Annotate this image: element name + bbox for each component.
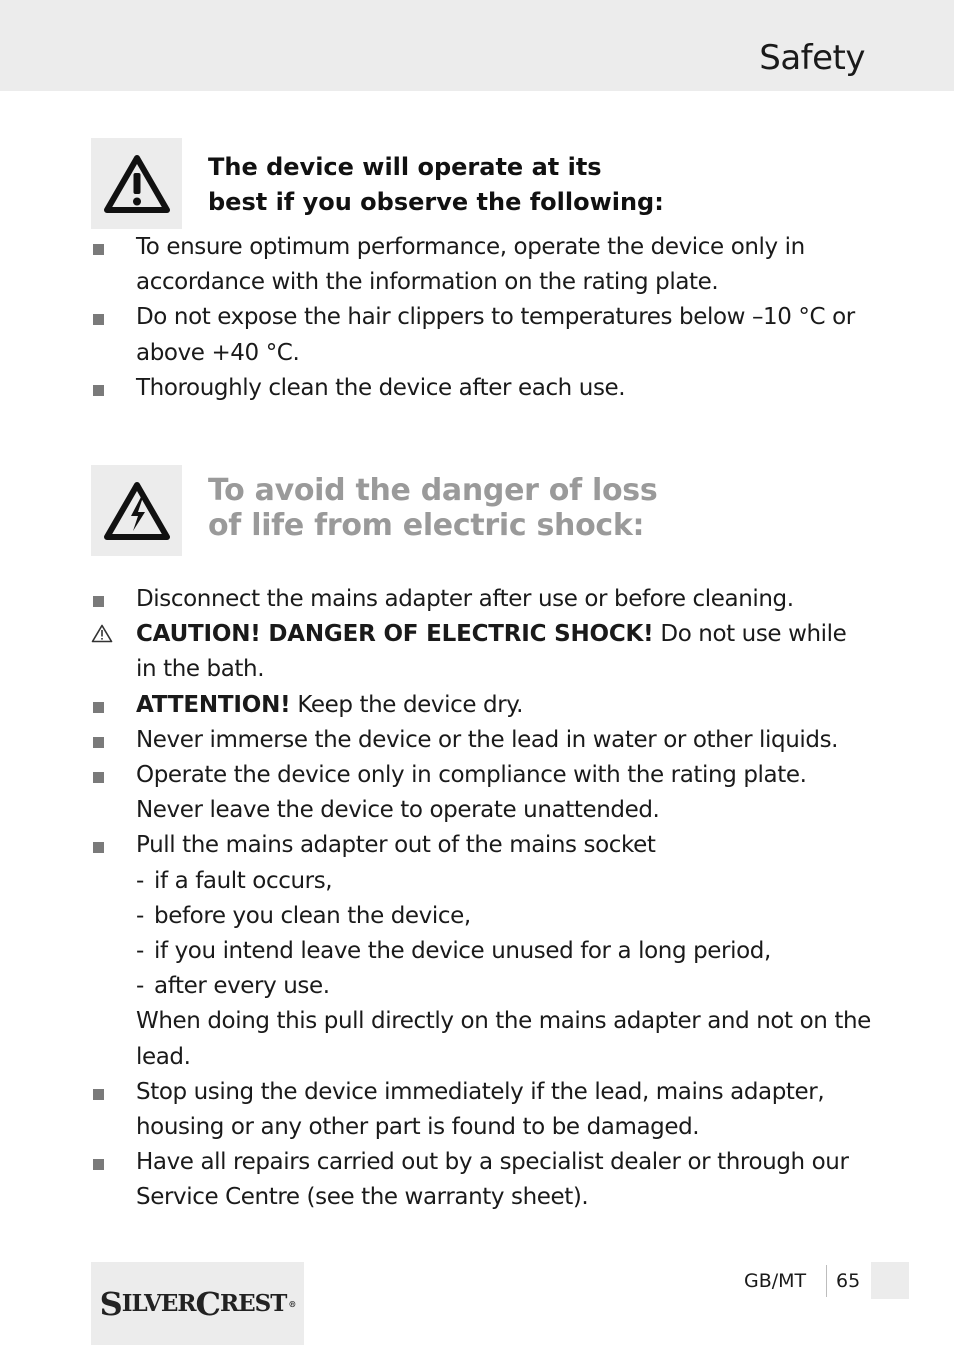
list-item-text: Keep the device dry. [290,691,524,718]
list-item-text: Disconnect the mains adapter after use or before cleaning. [136,586,794,612]
footer-tab-marker [871,1262,909,1299]
shock-icon-box [91,465,182,556]
square-bullet-icon [93,737,104,748]
sub-item-text: if a fault occurs, [154,867,333,894]
logo-letters: ILVER [121,1290,196,1317]
dash-mark: - [136,867,144,894]
sub-item-text: if you intend leave the device unused for a long period, [154,938,771,965]
list-item [91,828,871,1074]
logo-letter: S [99,1284,122,1323]
electric-shock-warning-icon [102,480,172,542]
sub-item-text: before you clean the device, [154,902,471,929]
footer-divider [826,1265,827,1297]
list-item-text: Stop using the device immediately if the lead, mains adapter, housing or any other part is found to be damaged. [136,1078,825,1141]
list-item-text: Do not use while in the bath. [136,621,847,683]
list-item [91,1145,871,1215]
small-warning-triangle-icon [91,624,113,643]
section1-heading [208,150,664,220]
sub-item [136,934,871,969]
square-bullet-icon [93,772,104,783]
sub-item [136,899,871,934]
square-bullet-icon [93,702,104,713]
section2-heading-line2: of life from electric shock: [208,508,645,543]
section1-heading-line1: The device will operate at its [208,153,602,181]
brand-logo [91,1262,304,1345]
attention-label: ATTENTION! [136,691,291,718]
list-item [91,758,871,828]
page-title: Safety [759,38,865,78]
section2-heading-line1: To avoid the danger of loss [208,473,658,508]
square-bullet-icon [93,596,104,607]
warning-icon-box [91,138,182,229]
list-item-text: Do not expose the hair clippers to temperatures below –10 °C or above +40 °C. [136,304,855,366]
list-item-text: Operate the device only in compliance with the rating plate. Never leave the device to operate unattended. [136,762,807,824]
page-number: 65 [836,1270,861,1292]
warning-triangle-icon [102,153,172,215]
language-code: GB/MT [744,1270,807,1292]
logo-letters: REST [219,1290,287,1317]
list-item-text: When doing this pull directly on the mains adapter and not on the lead. [136,1008,871,1070]
dash-mark: - [136,938,144,965]
section1-heading-line2: best if you observe the following: [208,188,664,216]
square-bullet-icon [93,385,104,396]
dash-mark: - [136,973,144,1000]
sub-item [136,864,871,899]
square-bullet-icon [93,1159,104,1170]
list-item-text: Pull the mains adapter out of the mains socket [136,832,656,859]
list-item [91,1075,871,1145]
section2-heading [208,473,657,543]
section1-list [91,230,871,406]
registered-mark: ® [288,1298,296,1309]
logo-letter: C [195,1284,220,1323]
list-item [91,371,871,406]
sub-item [136,969,871,1004]
list-item [91,688,871,723]
list-item [91,300,871,370]
list-item-text: Have all repairs carried out by a specialist dealer or through our Service Centre (see the warranty sheet). [136,1149,849,1211]
caution-label: CAUTION! DANGER OF ELECTRIC SHOCK! [136,621,654,648]
list-item [91,230,871,300]
sub-item-text: after every use. [154,973,330,1000]
list-item [91,617,871,687]
square-bullet-icon [93,244,104,255]
list-item-text: Never immerse the device or the lead in water or other liquids. [136,726,839,753]
section2-list [91,582,871,1216]
square-bullet-icon [93,1089,104,1100]
list-item-text: Thoroughly clean the device after each use. [136,374,626,401]
square-bullet-icon [93,314,104,325]
list-item [91,723,871,758]
list-item [91,582,871,617]
dash-mark: - [136,902,144,929]
square-bullet-icon [93,842,104,853]
list-item-text: To ensure optimum performance, operate the device only in accordance with the information on the rating plate. [136,234,805,296]
